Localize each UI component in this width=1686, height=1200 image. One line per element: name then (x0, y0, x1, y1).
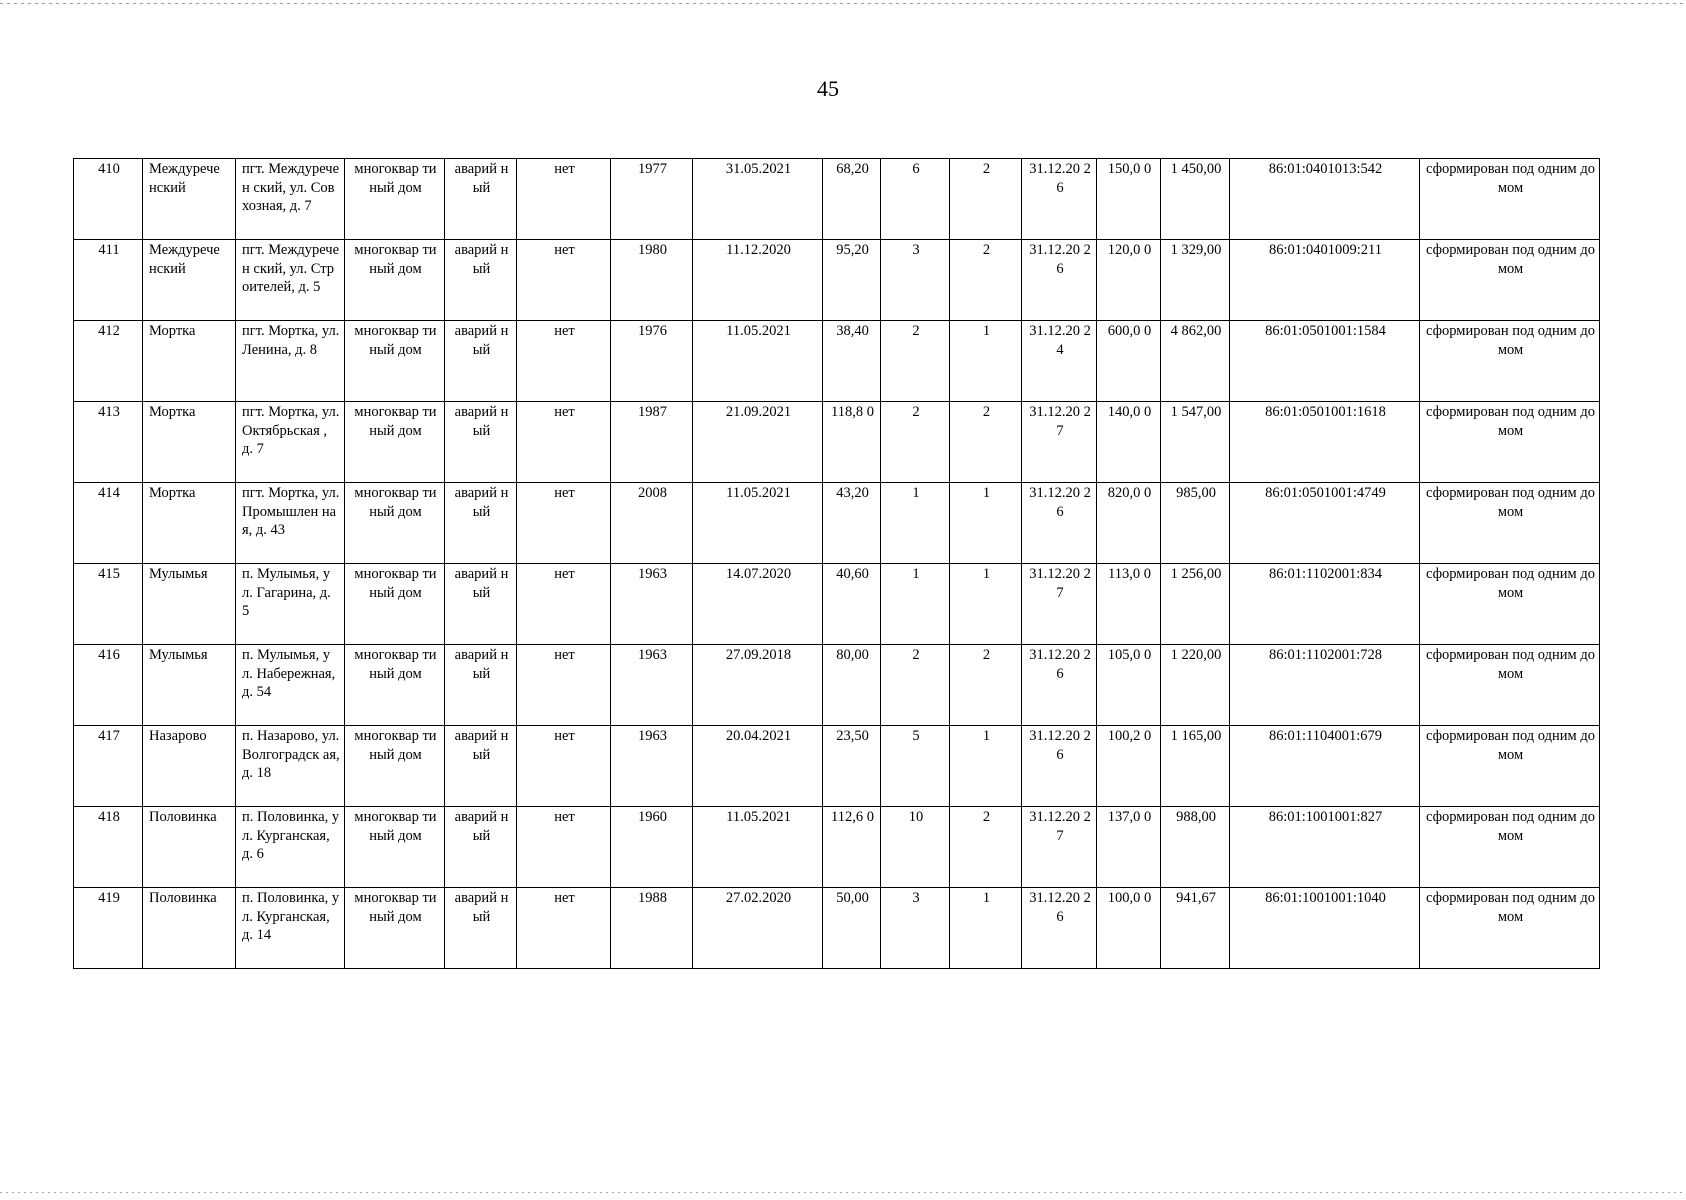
cell-status-flag: нет (517, 645, 611, 726)
cell-units: 1 (950, 564, 1022, 645)
cell-address: п. Половинка, ул. Курганская, д. 6 (236, 807, 345, 888)
cell-plot-status: сформирован под одним домом (1420, 321, 1600, 402)
cell-building-type: многоквар тиный дом (345, 726, 445, 807)
scan-bottom-edge (0, 1192, 1686, 1193)
cell-address: пгт. Мортка, ул. Промышлен ная, д. 43 (236, 483, 345, 564)
cell-condition: аварий ный (445, 564, 517, 645)
cell-row-number: 418 (74, 807, 143, 888)
cell-cadastral-number: 86:01:0401009:211 (1230, 240, 1420, 321)
cell-building-type: многоквар тиный дом (345, 888, 445, 969)
cell-plot-area: 600,0 0 (1097, 321, 1161, 402)
cell-cadastral-number: 86:01:1102001:728 (1230, 645, 1420, 726)
cell-address: пгт. Междуречен ский, ул. Строителей, д. 5 (236, 240, 345, 321)
cell-municipality: Мортка (143, 483, 236, 564)
cell-plot-status: сформирован под одним домом (1420, 402, 1600, 483)
cell-condition: аварий ный (445, 159, 517, 240)
cell-deadline-date: 31.12.20 27 (1022, 807, 1097, 888)
cell-deadline-date: 31.12.20 24 (1022, 321, 1097, 402)
cell-year-built: 1963 (611, 645, 693, 726)
cell-plot-status: сформирован под одним домом (1420, 807, 1600, 888)
cell-units: 2 (950, 807, 1022, 888)
cell-area: 118,8 0 (823, 402, 881, 483)
cell-building-type: многоквар тиный дом (345, 402, 445, 483)
cell-deadline-date: 31.12.20 26 (1022, 888, 1097, 969)
cell-units: 1 (950, 888, 1022, 969)
cell-residents: 3 (881, 240, 950, 321)
cell-cost: 985,00 (1161, 483, 1230, 564)
cell-year-built: 1960 (611, 807, 693, 888)
cell-residents: 3 (881, 888, 950, 969)
cell-address: п. Половинка, ул. Курганская, д. 14 (236, 888, 345, 969)
cell-residents: 5 (881, 726, 950, 807)
cell-plot-status: сформирован под одним домом (1420, 240, 1600, 321)
cell-address: п. Мулымья, ул. Набережная, д. 54 (236, 645, 345, 726)
cell-survey-date: 21.09.2021 (693, 402, 823, 483)
table-row (74, 564, 1600, 645)
cell-status-flag: нет (517, 888, 611, 969)
cell-area: 112,6 0 (823, 807, 881, 888)
cell-building-type: многоквар тиный дом (345, 483, 445, 564)
cell-condition: аварий ный (445, 240, 517, 321)
cell-status-flag: нет (517, 807, 611, 888)
cell-status-flag: нет (517, 483, 611, 564)
cell-year-built: 1980 (611, 240, 693, 321)
cell-municipality: Междуречe нский (143, 159, 236, 240)
cell-cadastral-number: 86:01:0501001:1618 (1230, 402, 1420, 483)
cell-survey-date: 14.07.2020 (693, 564, 823, 645)
cell-building-type: многоквар тиный дом (345, 240, 445, 321)
cell-year-built: 1963 (611, 564, 693, 645)
cell-year-built: 1988 (611, 888, 693, 969)
cell-plot-area: 105,0 0 (1097, 645, 1161, 726)
cell-row-number: 414 (74, 483, 143, 564)
cell-survey-date: 27.09.2018 (693, 645, 823, 726)
cell-survey-date: 27.02.2020 (693, 888, 823, 969)
cell-cadastral-number: 86:01:1001001:1040 (1230, 888, 1420, 969)
cell-plot-area: 113,0 0 (1097, 564, 1161, 645)
cell-year-built: 2008 (611, 483, 693, 564)
cell-cadastral-number: 86:01:0501001:1584 (1230, 321, 1420, 402)
cell-plot-status: сформирован под одним домом (1420, 645, 1600, 726)
cell-units: 1 (950, 483, 1022, 564)
cell-municipality: Половинка (143, 807, 236, 888)
cell-plot-status: сформирован под одним домом (1420, 159, 1600, 240)
cell-survey-date: 11.05.2021 (693, 321, 823, 402)
cell-plot-area: 140,0 0 (1097, 402, 1161, 483)
cell-cadastral-number: 86:01:0501001:4749 (1230, 483, 1420, 564)
cell-condition: аварий ный (445, 645, 517, 726)
cell-cadastral-number: 86:01:0401013:542 (1230, 159, 1420, 240)
table-row (74, 240, 1600, 321)
table-row (74, 888, 1600, 969)
cell-plot-status: сформирован под одним домом (1420, 888, 1600, 969)
cell-area: 68,20 (823, 159, 881, 240)
cell-residents: 10 (881, 807, 950, 888)
cell-survey-date: 11.05.2021 (693, 807, 823, 888)
cell-cost: 1 450,00 (1161, 159, 1230, 240)
page-number: 45 (817, 76, 839, 101)
cell-row-number: 416 (74, 645, 143, 726)
cell-survey-date: 11.05.2021 (693, 483, 823, 564)
cell-area: 23,50 (823, 726, 881, 807)
cell-condition: аварий ный (445, 807, 517, 888)
table-row (74, 402, 1600, 483)
registry-body (74, 159, 1600, 969)
table-row (74, 483, 1600, 564)
cell-cadastral-number: 86:01:1102001:834 (1230, 564, 1420, 645)
cell-area: 50,00 (823, 888, 881, 969)
cell-plot-area: 100,2 0 (1097, 726, 1161, 807)
cell-status-flag: нет (517, 159, 611, 240)
cell-deadline-date: 31.12.20 26 (1022, 645, 1097, 726)
cell-condition: аварий ный (445, 726, 517, 807)
cell-row-number: 412 (74, 321, 143, 402)
cell-condition: аварий ный (445, 402, 517, 483)
cell-municipality: Мортка (143, 402, 236, 483)
cell-condition: аварий ный (445, 483, 517, 564)
cell-municipality: Назарово (143, 726, 236, 807)
cell-building-type: многоквар тиный дом (345, 564, 445, 645)
cell-area: 80,00 (823, 645, 881, 726)
cell-plot-area: 150,0 0 (1097, 159, 1161, 240)
cell-year-built: 1977 (611, 159, 693, 240)
cell-plot-area: 100,0 0 (1097, 888, 1161, 969)
cell-cost: 1 165,00 (1161, 726, 1230, 807)
housing-registry-table (73, 158, 1600, 969)
cell-year-built: 1987 (611, 402, 693, 483)
cell-plot-area: 120,0 0 (1097, 240, 1161, 321)
cell-year-built: 1963 (611, 726, 693, 807)
cell-deadline-date: 31.12.20 27 (1022, 564, 1097, 645)
cell-building-type: многоквар тиный дом (345, 159, 445, 240)
cell-cost: 1 256,00 (1161, 564, 1230, 645)
cell-building-type: многоквар тиный дом (345, 807, 445, 888)
cell-building-type: многоквар тиный дом (345, 321, 445, 402)
cell-row-number: 419 (74, 888, 143, 969)
cell-plot-status: сформирован под одним домом (1420, 483, 1600, 564)
cell-row-number: 410 (74, 159, 143, 240)
cell-units: 1 (950, 321, 1022, 402)
cell-deadline-date: 31.12.20 27 (1022, 402, 1097, 483)
cell-units: 2 (950, 240, 1022, 321)
scan-top-edge (0, 3, 1686, 4)
cell-plot-area: 820,0 0 (1097, 483, 1161, 564)
cell-residents: 1 (881, 483, 950, 564)
cell-cadastral-number: 86:01:1104001:679 (1230, 726, 1420, 807)
cell-cost: 1 547,00 (1161, 402, 1230, 483)
cell-plot-status: сформирован под одним домом (1420, 564, 1600, 645)
cell-address: пгт. Мортка, ул. Октябрьская , д. 7 (236, 402, 345, 483)
cell-municipality: Мортка (143, 321, 236, 402)
cell-residents: 1 (881, 564, 950, 645)
cell-area: 43,20 (823, 483, 881, 564)
cell-deadline-date: 31.12.20 26 (1022, 483, 1097, 564)
cell-area: 95,20 (823, 240, 881, 321)
cell-area: 40,60 (823, 564, 881, 645)
cell-status-flag: нет (517, 240, 611, 321)
cell-address: п. Назарово, ул. Волгоградск ая, д. 18 (236, 726, 345, 807)
cell-row-number: 413 (74, 402, 143, 483)
cell-row-number: 415 (74, 564, 143, 645)
cell-year-built: 1976 (611, 321, 693, 402)
cell-units: 2 (950, 159, 1022, 240)
cell-status-flag: нет (517, 321, 611, 402)
cell-cost: 4 862,00 (1161, 321, 1230, 402)
cell-plot-status: сформирован под одним домом (1420, 726, 1600, 807)
cell-status-flag: нет (517, 564, 611, 645)
cell-cost: 1 220,00 (1161, 645, 1230, 726)
cell-deadline-date: 31.12.20 26 (1022, 726, 1097, 807)
table-row (74, 807, 1600, 888)
cell-residents: 2 (881, 645, 950, 726)
cell-deadline-date: 31.12.20 26 (1022, 240, 1097, 321)
cell-building-type: многоквар тиный дом (345, 645, 445, 726)
cell-cost: 1 329,00 (1161, 240, 1230, 321)
cell-survey-date: 31.05.2021 (693, 159, 823, 240)
cell-residents: 6 (881, 159, 950, 240)
cell-cost: 941,67 (1161, 888, 1230, 969)
cell-deadline-date: 31.12.20 26 (1022, 159, 1097, 240)
cell-address: пгт. Междуречен ский, ул. Совхозная, д. 7 (236, 159, 345, 240)
cell-area: 38,40 (823, 321, 881, 402)
cell-municipality: Междуречe нский (143, 240, 236, 321)
cell-cost: 988,00 (1161, 807, 1230, 888)
cell-municipality: Мулымья (143, 564, 236, 645)
cell-status-flag: нет (517, 402, 611, 483)
table-row (74, 645, 1600, 726)
cell-units: 1 (950, 726, 1022, 807)
cell-units: 2 (950, 402, 1022, 483)
cell-condition: аварий ный (445, 888, 517, 969)
cell-units: 2 (950, 645, 1022, 726)
cell-cadastral-number: 86:01:1001001:827 (1230, 807, 1420, 888)
cell-residents: 2 (881, 321, 950, 402)
cell-municipality: Половинка (143, 888, 236, 969)
cell-residents: 2 (881, 402, 950, 483)
cell-plot-area: 137,0 0 (1097, 807, 1161, 888)
cell-condition: аварий ный (445, 321, 517, 402)
cell-survey-date: 11.12.2020 (693, 240, 823, 321)
cell-status-flag: нет (517, 726, 611, 807)
cell-municipality: Мулымья (143, 645, 236, 726)
cell-row-number: 417 (74, 726, 143, 807)
cell-address: п. Мулымья, ул. Гагарина, д. 5 (236, 564, 345, 645)
table-row (74, 159, 1600, 240)
cell-survey-date: 20.04.2021 (693, 726, 823, 807)
cell-row-number: 411 (74, 240, 143, 321)
cell-address: пгт. Мортка, ул. Ленина, д. 8 (236, 321, 345, 402)
table-row (74, 321, 1600, 402)
table-row (74, 726, 1600, 807)
